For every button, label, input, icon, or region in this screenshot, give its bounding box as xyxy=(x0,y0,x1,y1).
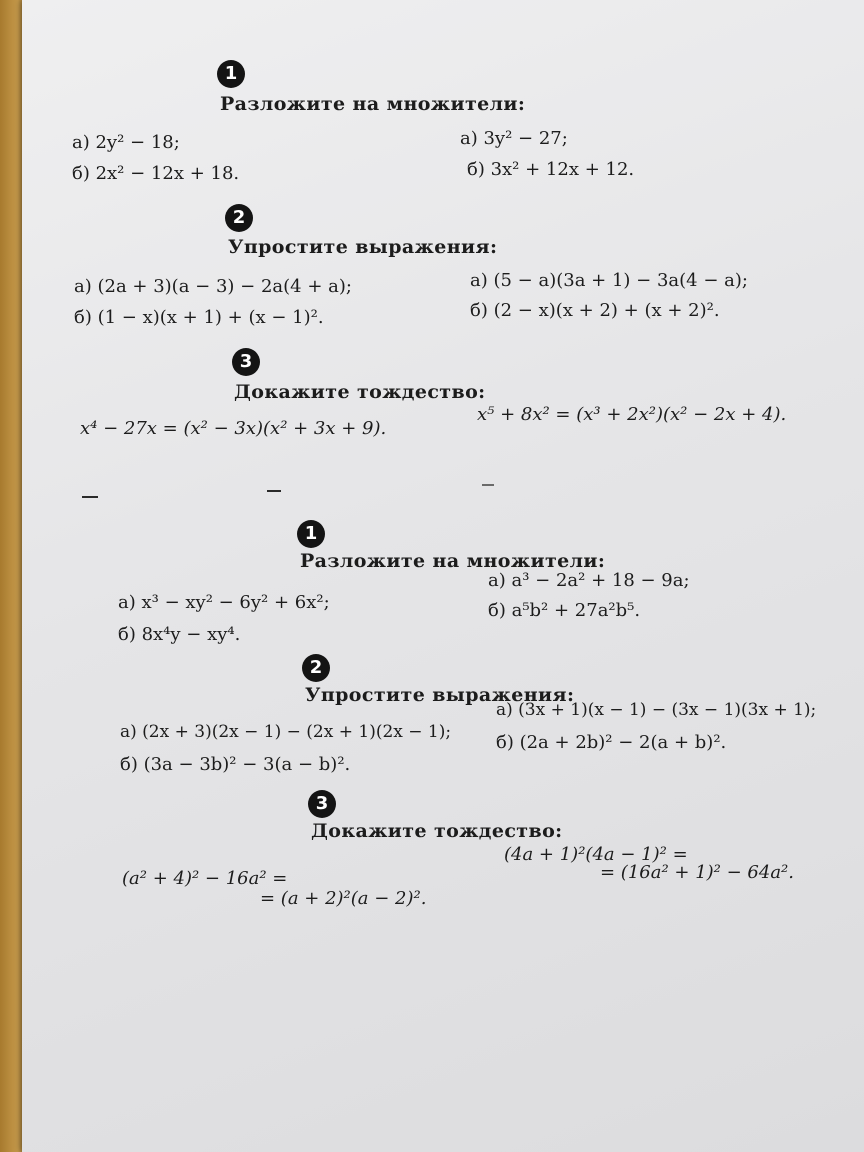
separator-dash xyxy=(482,484,494,486)
identity-expression: = (a + 2)²(a − 2)². xyxy=(260,888,427,909)
task-heading: Упростите выражения: xyxy=(228,236,498,258)
exercise-item: б) (3a − 3b)² − 3(a − b)². xyxy=(120,754,351,775)
exercise-item: б) (1 − x)(x + 1) + (x − 1)². xyxy=(74,307,324,328)
task-number-badge: 1 xyxy=(217,60,245,88)
task-number-badge: 3 xyxy=(308,790,336,818)
identity-expression: x⁴ − 27x = (x² − 3x)(x² + 3x + 9). xyxy=(80,418,387,439)
exercise-item: а) 3y² − 27; xyxy=(460,128,568,149)
identity-expression: (a² + 4)² − 16a² = xyxy=(122,868,288,889)
exercise-item: б) 3x² + 12x + 12. xyxy=(467,159,635,180)
separator-dash xyxy=(267,490,281,492)
task-number-badge: 3 xyxy=(232,348,260,376)
task-heading: Разложите на множители: xyxy=(300,550,606,572)
exercise-item: а) x³ − xy² − 6y² + 6x²; xyxy=(118,592,330,613)
exercise-item: б) a⁵b² + 27a²b⁵. xyxy=(488,600,641,621)
exercise-item: б) (2a + 2b)² − 2(a + b)². xyxy=(496,732,727,753)
exercise-item: а) (2a + 3)(a − 3) − 2a(4 + a); xyxy=(74,276,352,297)
exercise-item: а) (5 − a)(3a + 1) − 3a(4 − a); xyxy=(470,270,748,291)
exercise-item: б) (2 − x)(x + 2) + (x + 2)². xyxy=(470,300,720,321)
task-heading: Разложите на множители: xyxy=(220,93,526,115)
identity-expression: x⁵ + 8x² = (x³ + 2x²)(x² − 2x + 4). xyxy=(477,404,787,425)
separator-dash xyxy=(82,496,98,498)
task-heading: Докажите тождество: xyxy=(234,381,486,403)
exercise-item: а) (3x + 1)(x − 1) − (3x − 1)(3x + 1); xyxy=(496,700,817,720)
exercise-item: а) 2y² − 18; xyxy=(72,132,180,153)
exercise-item: б) 2x² − 12x + 18. xyxy=(72,163,240,184)
task-number-badge: 1 xyxy=(297,520,325,548)
worksheet-page xyxy=(22,0,864,1152)
task-heading: Упростите выражения: xyxy=(305,684,575,706)
exercise-item: б) 8x⁴y − xy⁴. xyxy=(118,624,241,645)
task-number-badge: 2 xyxy=(302,654,330,682)
task-heading: Докажите тождество: xyxy=(311,820,563,842)
identity-expression: (4a + 1)²(4a − 1)² = xyxy=(504,844,688,865)
identity-expression: = (16a² + 1)² − 64a². xyxy=(600,862,794,883)
exercise-item: а) a³ − 2a² + 18 − 9a; xyxy=(488,570,690,591)
exercise-item: а) (2x + 3)(2x − 1) − (2x + 1)(2x − 1); xyxy=(120,722,452,742)
task-number-badge: 2 xyxy=(225,204,253,232)
